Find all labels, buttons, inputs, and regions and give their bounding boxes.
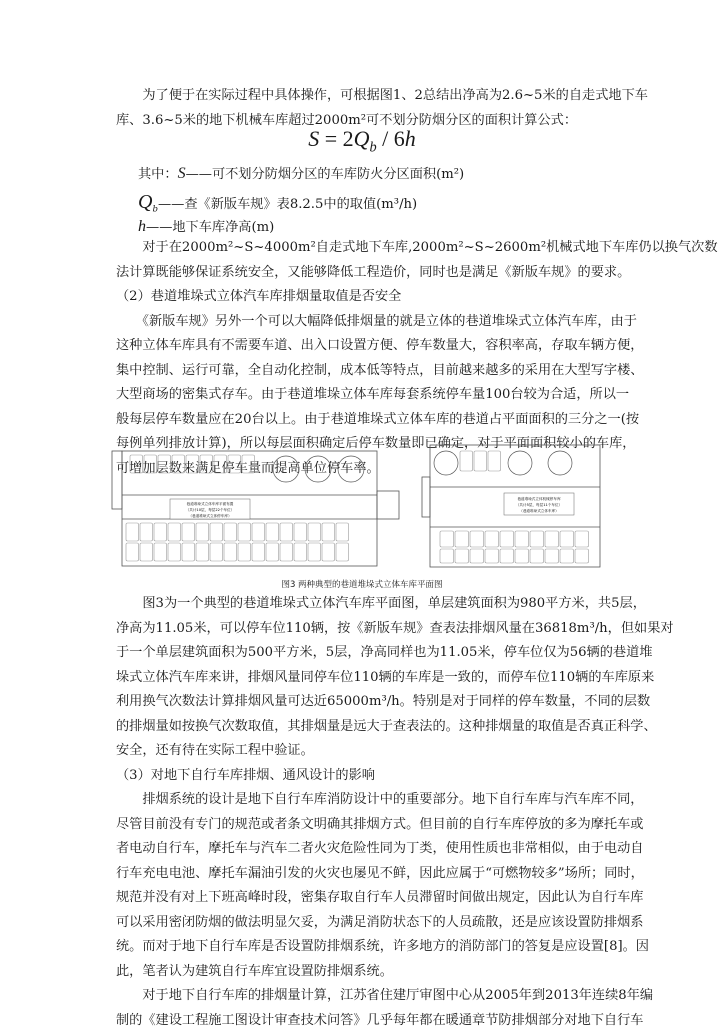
- paragraph-analysis: [116, 592, 604, 1033]
- parking-stall: [154, 523, 167, 541]
- parking-stall: [130, 455, 143, 473]
- parking-stall: [126, 523, 139, 541]
- parking-stall: [322, 543, 335, 561]
- parking-stall: [515, 549, 529, 563]
- parking-stall: [266, 543, 279, 561]
- parking-stall: [168, 523, 181, 541]
- parking-stall: [140, 543, 153, 561]
- plan-label: 巷道堆垛式立体机械停车库: [517, 496, 561, 501]
- parking-stall: [126, 543, 139, 561]
- text-line: 这种立体车库具有不需要车道、出入口设置方便、停车数量大，容积率高，存取车辆方便，: [116, 334, 604, 359]
- parking-stall: [460, 451, 473, 471]
- parking-stall: [140, 523, 153, 541]
- parking-stall: [515, 531, 529, 547]
- text-line: 垛式立体汽车库来讲，排烟风量同停车位110辆的车库是一致的，而停车位110辆的车库原来: [116, 666, 604, 691]
- text-line: 者电动自行车，摩托车与汽车二者火灾危险性同为丁类，使用性质也非常相似，由于电动自: [116, 837, 604, 862]
- parking-stall: [545, 531, 559, 547]
- parking-stall: [238, 543, 251, 561]
- parking-stall: [294, 543, 307, 561]
- parking-stall: [308, 543, 321, 561]
- plan-label: 巷道堆垛式立体车库平面布置: [187, 501, 234, 506]
- parking-stall: [182, 523, 195, 541]
- parking-stall: [210, 523, 223, 541]
- text-line: 行车充电电池、摩托车漏油引发的火灾也屡见不鲜，因此应属于“可燃物较多”场所；同时，: [116, 862, 604, 887]
- text-line: 统。而对于地下自行车库是否设置防排烟系统，许多地方的消防部门的答复是应设置[8]。因: [116, 935, 604, 960]
- plan-label: （巷道堆垛式立体车库）: [519, 508, 559, 513]
- parking-stall: [485, 531, 499, 547]
- parking-stall: [154, 543, 167, 561]
- parking-stall: [455, 531, 469, 547]
- text-line: 图3为一个典型的巷道堆垛式立体汽车库平面图，单层建筑面积为980平方米，共5层，: [116, 592, 604, 617]
- formula: $S = 2Q_b / 6h$: [0, 126, 724, 156]
- parking-stall: [200, 455, 213, 473]
- parking-stall: [280, 543, 293, 561]
- parking-stall: [336, 523, 349, 541]
- text-line: 于一个单层建筑面积为500平方米，5层，净高同样也为11.05米，停车位仅为56辆的巷道堆: [116, 641, 604, 666]
- text-line: 的排烟量如按换气次数取值，其排烟量是远大于查表法的。这种排烟量的取值是否真正科学、: [116, 715, 604, 740]
- parking-stall: [575, 531, 589, 547]
- text-line: 库、3.6~5米的地下机械车库超过2000m²可不划分防烟分区的面积计算公式：: [116, 109, 604, 134]
- parking-stall: [144, 455, 157, 473]
- parking-stall: [158, 455, 171, 473]
- text-line: 对于在2000m²~S~4000m²自走式地下车库,2000m²~S~2600m²机械式地下车库仍以换气次数: [116, 236, 604, 261]
- text-line: 排烟系统的设计是地下自行车库消防设计中的重要部分。地下自行车库与汽车库不同，: [116, 788, 604, 813]
- plan-label: （共计10层，每层22个车位）: [186, 507, 235, 512]
- section-heading: （2）巷道堆垛式立体汽车库排烟量取值是否安全: [116, 285, 604, 310]
- figure-caption: 图3 两种典型的巷道堆垛式立体车库平面图: [0, 578, 724, 590]
- text-line: 法计算既能够保证系统安全，又能够降低工程造价，同时也是满足《新版车规》的要求。: [116, 261, 604, 286]
- text-line: 尽管目前没有专门的规范或者条文明确其排烟方式。但目前的自行车库停放的多为摩托车或: [116, 813, 604, 838]
- parking-stall: [294, 523, 307, 541]
- parking-stall: [252, 543, 265, 561]
- text-line: 对于地下自行车库的排烟量计算，江苏省住建厅审图中心从2005年到2013年连续8年编: [116, 984, 604, 1009]
- parking-stall: [238, 523, 251, 541]
- text-line: 为了便于在实际过程中具体操作，可根据图1、2总结出净高为2.6~5米的自走式地下车: [116, 84, 604, 109]
- text-line: 利用换气次数法计算排烟风量可达近65000m³/h。特别是对于同样的停车数量，不同的层数: [116, 690, 604, 715]
- text-line: 安全，还有待在实际工程中验证。: [116, 739, 604, 764]
- parking-stall: [575, 549, 589, 563]
- text-line: 般每层停车数量应在20台以上。由于巷道堆垛式立体车库的巷道占平面面积的三分之一(按: [116, 408, 604, 433]
- parking-stall: [500, 531, 514, 547]
- parking-stall: [336, 543, 349, 561]
- parking-stall: [308, 523, 321, 541]
- text-line: 集中控制、运行可靠，全自动化控制，成本低等特点，目前越来越多的采用在大型写字楼、: [116, 359, 604, 384]
- plan-label: （巷道堆垛式立体停车库）: [188, 513, 231, 518]
- plan-label: （共计5层，每层11个车位）: [516, 502, 562, 507]
- text-line: 可增加层数来满足停车量而提高单位停车率。: [116, 457, 604, 482]
- text-line: 《新版车规》另外一个可以大幅降低排烟量的就是立体的巷道堆垛式立体汽车库，由于: [116, 310, 604, 335]
- parking-stall: [252, 523, 265, 541]
- definition-s: 其中：S——可不划分防烟分区的车库防火分区面积(m²): [138, 163, 464, 186]
- parking-stall: [186, 455, 199, 473]
- parking-stall: [196, 543, 209, 561]
- parking-stall: [214, 455, 227, 473]
- text-line: 规范并没有对上下班高峰时段，密集存取自行车人员滞留时间做出规定，因此认为自行车库: [116, 886, 604, 911]
- parking-stall: [488, 451, 501, 471]
- parking-stall: [545, 549, 559, 563]
- section-heading: （3）对地下自行车库排烟、通风设计的影响: [116, 764, 604, 789]
- parking-stall: [266, 523, 279, 541]
- parking-stall: [530, 549, 544, 563]
- parking-stall: [485, 549, 499, 563]
- parking-stall: [280, 523, 293, 541]
- text-line: 大型商场的密集式存车。由于巷道堆垛立体车库每套系统停车量100台较为合适，所以一: [116, 383, 604, 408]
- parking-stall: [474, 451, 487, 471]
- text-line: 此，笔者认为建筑自行车库宜设置防排烟系统。: [116, 960, 604, 985]
- parking-stall: [224, 543, 237, 561]
- text-line: 可以采用密闭防烟的做法明显欠妥，为满足消防状态下的人员疏散，还是应该设置防排烟系: [116, 911, 604, 936]
- parking-stall: [210, 543, 223, 561]
- parking-stall: [168, 543, 181, 561]
- definition-q: $Q_b——$查《新版车规》表8.2.5中的取值(m³/h): [138, 191, 417, 221]
- floor-plan-left: [108, 437, 406, 575]
- parking-stall: [455, 549, 469, 563]
- parking-stall: [440, 549, 454, 563]
- floor-plan-right: [420, 437, 616, 575]
- parking-stall: [500, 549, 514, 563]
- parking-stall: [172, 455, 185, 473]
- definition-h: h——地下车库净高(m): [138, 216, 274, 239]
- parking-stall: [470, 549, 484, 563]
- parking-stall: [322, 523, 335, 541]
- parking-stall: [242, 455, 255, 473]
- parking-stall: [228, 455, 241, 473]
- parking-stall: [560, 531, 574, 547]
- text-line: 制的《建设工程施工图设计审查技术问答》几乎每年都在暖通章节防排烟部分对地下自行车: [116, 1009, 604, 1033]
- parking-stall: [182, 543, 195, 561]
- text-line: 每例单列排放计算)，所以每层面积确定后停车数量即已确定，对于平面面积较小的车库，: [116, 432, 604, 457]
- parking-stall: [196, 523, 209, 541]
- parking-stall: [530, 531, 544, 547]
- text-line: 净高为11.05米，可以停车位110辆，按《新版车规》查表法排烟风量在36818m³/h，但如果对: [116, 617, 604, 642]
- parking-stall: [560, 549, 574, 563]
- parking-stall: [470, 531, 484, 547]
- parking-stall: [224, 523, 237, 541]
- parking-stall: [440, 531, 454, 547]
